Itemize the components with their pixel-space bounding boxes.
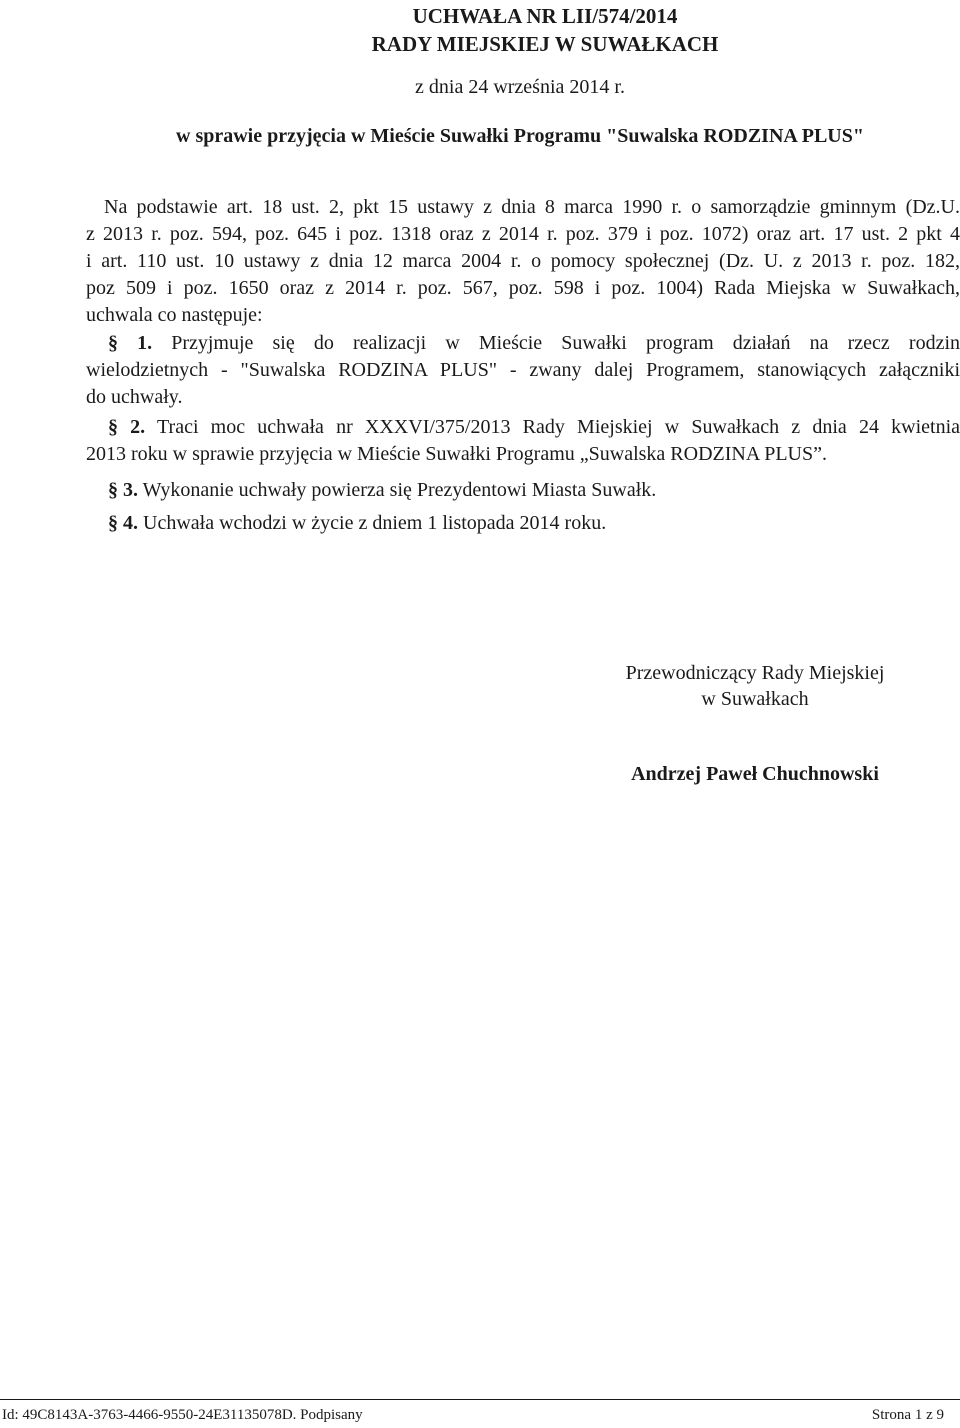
section-1-line: wielodzietnych - "Suwalska RODZINA PLUS" - zwany dalej Programem, stanowiących załączniki [86, 359, 960, 381]
footer-divider [0, 1399, 960, 1400]
section-1-line: do uchwały. [86, 386, 183, 408]
title-line-1: UCHWAŁA NR LII/574/2014 [412, 4, 678, 28]
signatory-name: Andrzej Paweł Chuchnowski [631, 763, 879, 785]
document-id: Id: 49C8143A-3763-4466-9550-24E31135078D. Podpisany [2, 1407, 363, 1423]
legal-basis [86, 194, 960, 329]
section-4-line [86, 510, 960, 537]
resolution-date: z dnia 24 września 2014 r. [415, 76, 625, 98]
section-3-text: Wykonanie uchwały powierza się Prezydentowi Miasta Suwałk. [142, 479, 657, 501]
section-2-line: 2013 roku w sprawie przyjęcia w Mieście Suwałki Programu „Suwalska RODZINA PLUS”. [86, 443, 827, 465]
section-3-number: § 3. [108, 479, 138, 501]
resolution-subject: w sprawie przyjęcia w Mieście Suwałki Programu "Suwalska RODZINA PLUS" [176, 125, 864, 147]
page-number: Strona 1 z 9 [871, 1407, 944, 1423]
section-4-text: Uchwała wchodzi w życie z dniem 1 listopada 2014 roku. [143, 512, 607, 534]
signature-role-line-1: Przewodniczący Rady Miejskiej [625, 662, 885, 684]
section-2-text: Traci moc uchwała nr XXXVI/375/2013 Rady Miejskiej w Suwałkach z dnia 24 kwietnia [157, 416, 960, 438]
legal-basis-line: z 2013 r. poz. 594, poz. 645 i poz. 1318 oraz z 2014 r. poz. 379 i poz. 1072) oraz art. 17 ust. 2 pkt 4 [86, 223, 960, 245]
section-4-number: § 4. [108, 512, 138, 534]
legal-basis-line: Na podstawie art. 18 ust. 2, pkt 15 ustawy z dnia 8 marca 1990 r. o samorządzie gminnym (Dz.U. [104, 196, 960, 218]
section-2-line [86, 414, 960, 441]
legal-basis-line: uchwala co następuje: [86, 304, 263, 326]
legal-basis-line: i art. 110 ust. 10 ustawy z dnia 12 marca 2004 r. o pomocy społecznej (Dz. U. z 2013 r. poz. 182, [86, 250, 960, 272]
section-2-number: § 2. [108, 416, 146, 438]
legal-basis-line: poz 509 i poz. 1650 oraz z 2014 r. poz. 567, poz. 598 i poz. 1004) Rada Miejska w Suwałkach, [86, 277, 960, 299]
section-4 [86, 510, 960, 537]
section-1 [86, 330, 960, 411]
section-3 [86, 477, 960, 504]
title-line-2: RADY MIEJSKIEJ W SUWAŁKACH [371, 32, 719, 56]
resolution-title [0, 2, 960, 58]
section-1-number: § 1. [108, 332, 153, 354]
signature-role-line-2: w Suwałkach [701, 688, 809, 710]
signature-role [540, 660, 960, 712]
section-1-text: Przyjmuje się do realizacji w Mieście Suwałki program działań na rzecz rodzin [171, 332, 960, 354]
section-1-line [86, 330, 960, 357]
section-2 [86, 414, 960, 468]
section-3-line [86, 477, 960, 504]
